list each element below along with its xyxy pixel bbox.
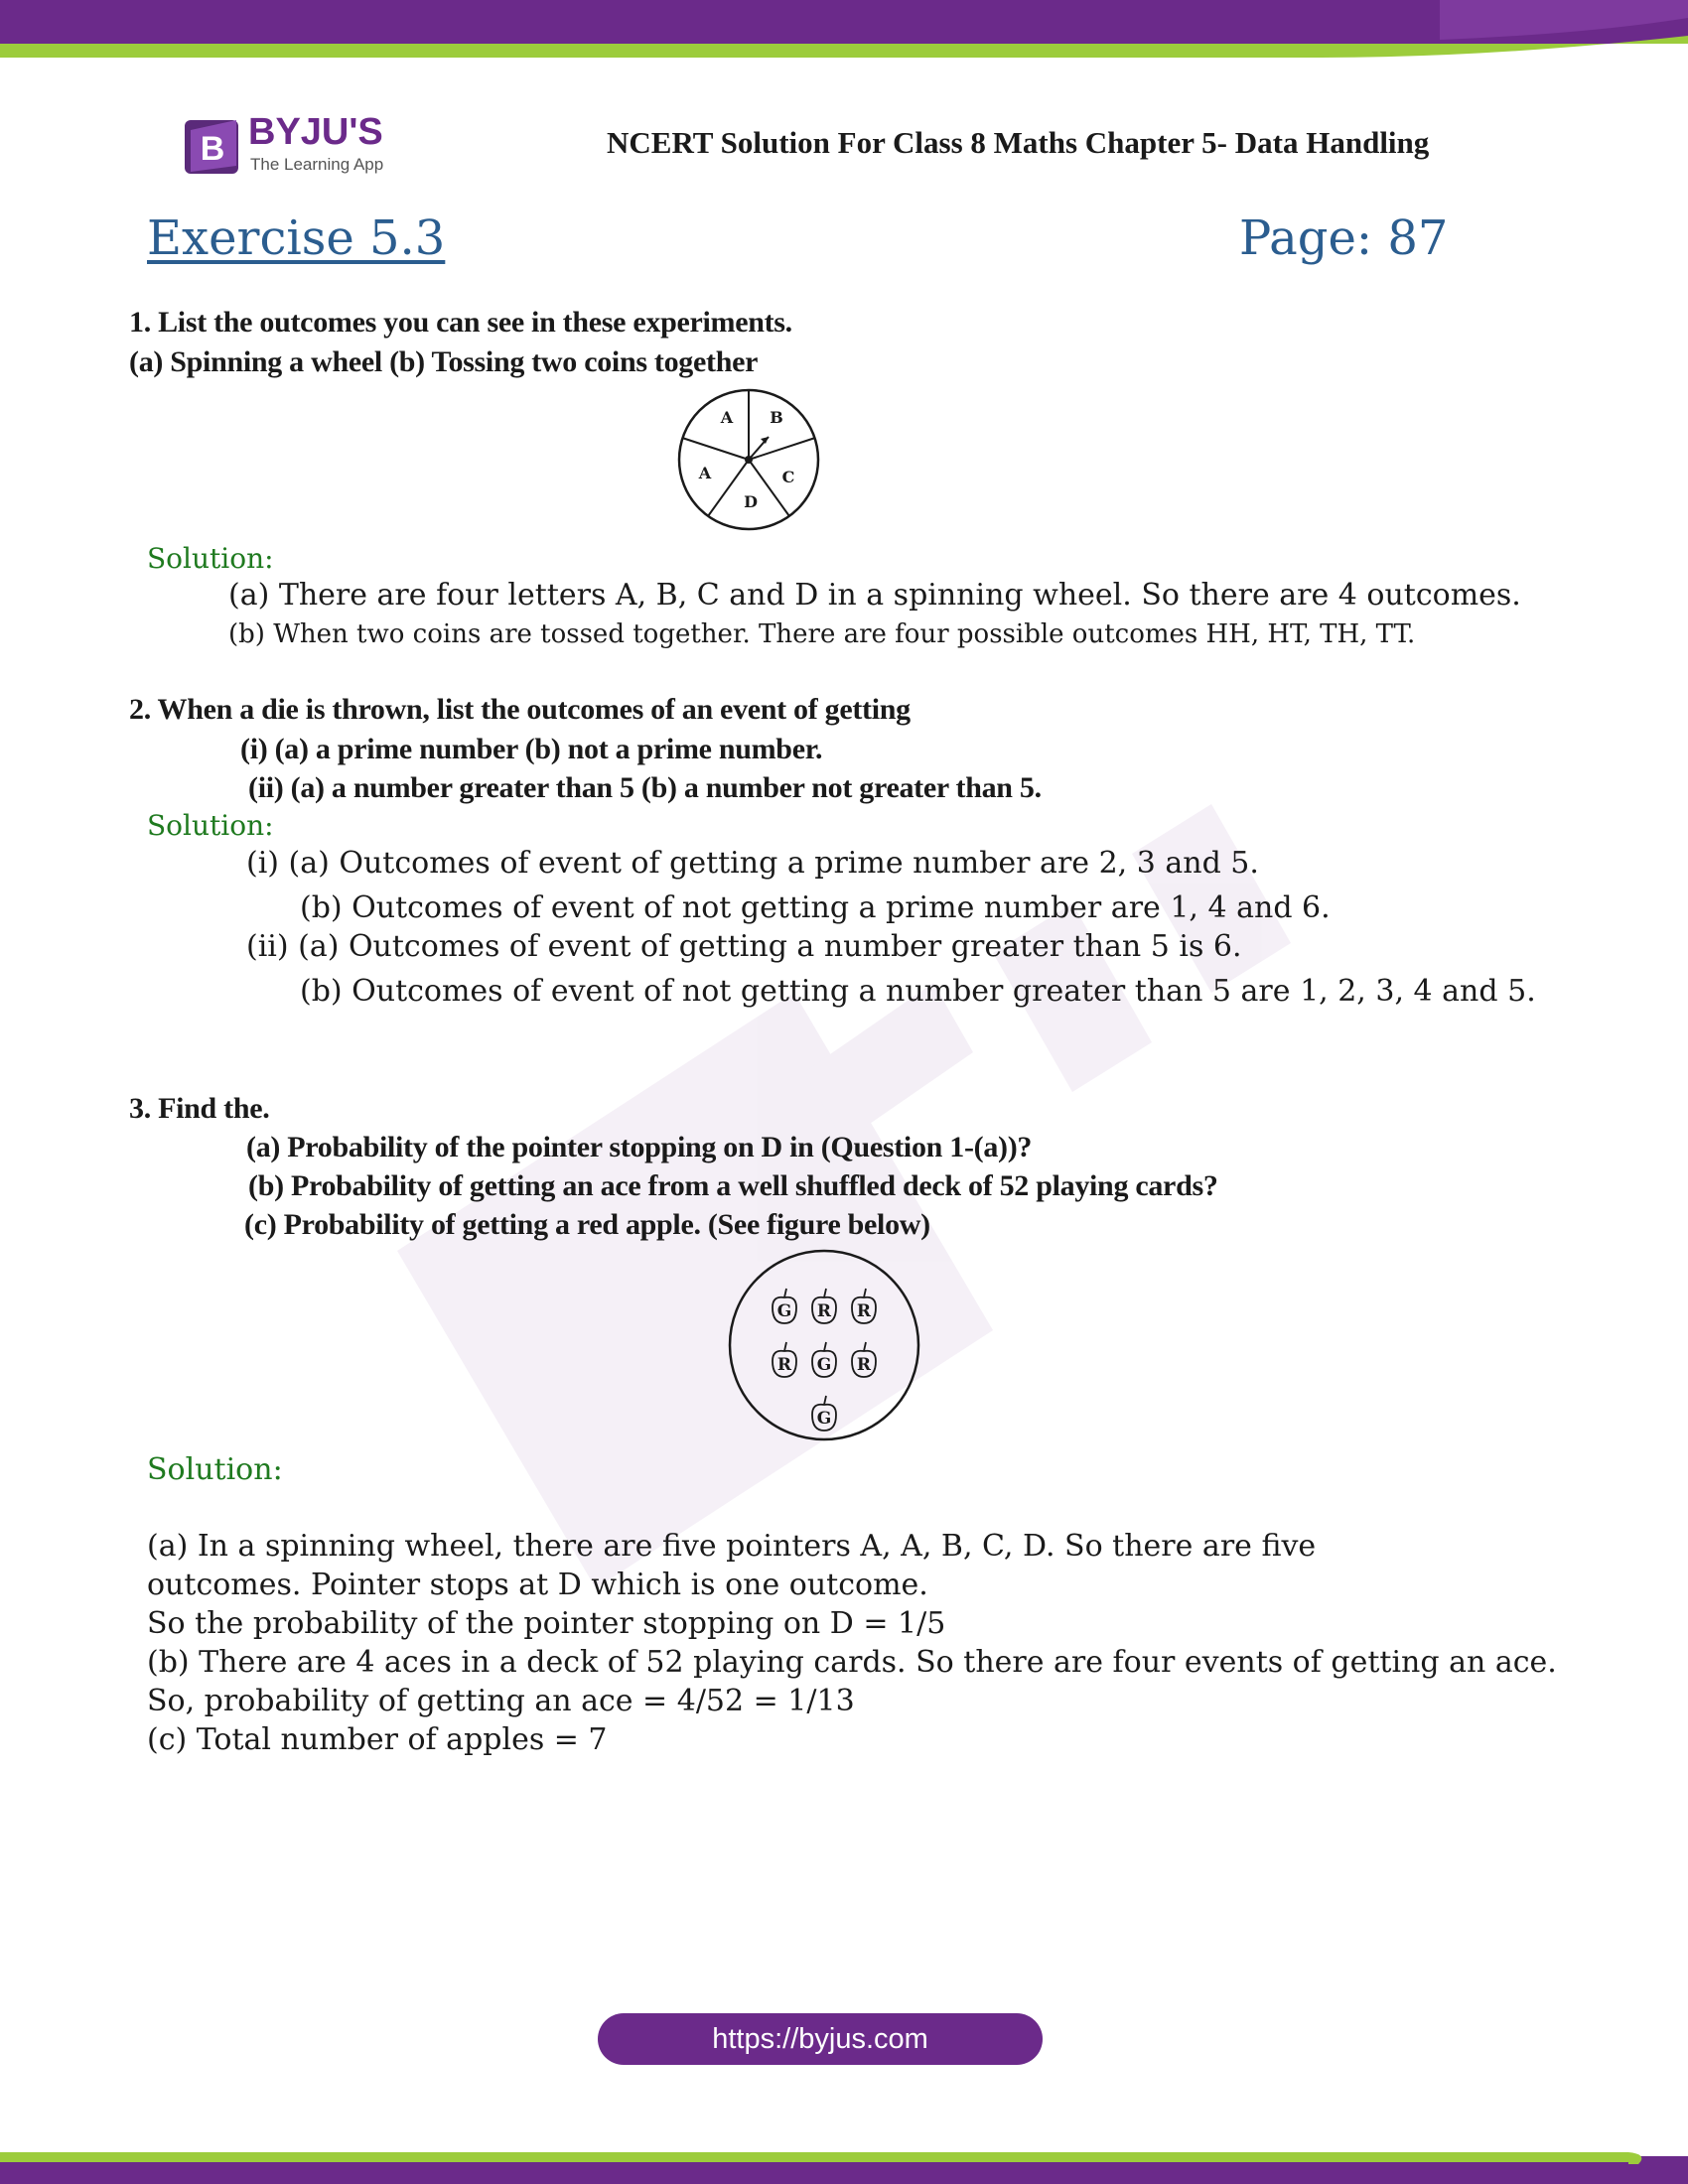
apple-label: G — [816, 1355, 832, 1375]
logo-mark-letter: B — [200, 130, 225, 168]
question-3-text: 3. Find the. — [129, 1092, 270, 1125]
solution-1-b: (b) When two coins are tossed together. There are four possible outcomes HH, HT, TH, TT. — [228, 619, 1416, 649]
question-3-part-c: (c) Probability of getting a red apple. (See figure below) — [244, 1208, 930, 1241]
solution-label-3: Solution: — [147, 1452, 283, 1487]
solution-3-line-6: (c) Total number of apples = 7 — [147, 1722, 608, 1757]
bottom-footer-band — [0, 2152, 1688, 2184]
solution-3-line-4: (b) There are 4 aces in a deck of 52 playing cards. So there are four events of getting an ace. — [147, 1645, 1557, 1680]
apple-label: R — [816, 1301, 832, 1321]
solution-2-i-b: (b) Outcomes of event of not getting a prime number are 1, 4 and 6. — [300, 890, 1331, 925]
top-header-band — [0, 0, 1688, 60]
apple-label: G — [816, 1409, 832, 1429]
solution-2-ii-b: (b) Outcomes of event of not getting a number greater than 5 are 1, 2, 3, 4 and 5. — [300, 974, 1536, 1009]
wheel-label-a-top: A — [720, 408, 734, 427]
question-1-text: 1. List the outcomes you can see in these experiments. — [129, 306, 792, 339]
apple-label: R — [856, 1355, 872, 1375]
website-link-button[interactable]: https://byjus.com — [598, 2013, 1043, 2065]
solution-3-line-3: So the probability of the pointer stopping on D = 1/5 — [147, 1606, 946, 1641]
question-2-part-i: (i) (a) a prime number (b) not a prime number. — [240, 733, 823, 765]
apple-basket-figure — [725, 1246, 923, 1444]
question-3-part-a: (a) Probability of the pointer stopping on D in (Question 1-(a))? — [246, 1131, 1033, 1163]
wheel-label-b: B — [770, 408, 783, 427]
question-2-text: 2. When a die is thrown, list the outcomes of an event of getting — [129, 693, 911, 726]
document-title: NCERT Solution For Class 8 Maths Chapter 5- Data Handling — [607, 125, 1430, 160]
wheel-label-c: C — [781, 468, 795, 486]
solution-3-line-2: outcomes. Pointer stops at D which is one outcome. — [147, 1568, 928, 1602]
solution-2-i-a: (i) (a) Outcomes of event of getting a prime number are 2, 3 and 5. — [246, 846, 1259, 881]
exercise-title: Exercise 5.3 — [147, 210, 446, 266]
solution-1-a: (a) There are four letters A, B, C and D in a spinning wheel. So there are 4 outcomes. — [228, 578, 1521, 613]
apple-label: R — [856, 1301, 872, 1321]
logo-tagline: The Learning App — [250, 155, 384, 174]
apple-label: G — [776, 1301, 792, 1321]
question-2-part-ii: (ii) (a) a number greater than 5 (b) a number not greater than 5. — [248, 771, 1042, 804]
apple-label: R — [776, 1355, 792, 1375]
page-number: Page: 87 — [1239, 210, 1449, 266]
wheel-label-a-left: A — [698, 464, 712, 482]
logo-wordmark: BYJU'S — [248, 111, 383, 153]
solution-3-line-1: (a) In a spinning wheel, there are five pointers A, A, B, C, D. So there are five — [147, 1529, 1317, 1564]
solution-2-ii-a: (ii) (a) Outcomes of event of getting a number greater than 5 is 6. — [246, 929, 1242, 964]
question-3-part-b: (b) Probability of getting an ace from a well shuffled deck of 52 playing cards? — [248, 1169, 1218, 1202]
spinning-wheel-figure — [665, 382, 834, 531]
byjus-logo-icon — [183, 116, 242, 176]
wheel-label-d: D — [744, 492, 758, 511]
solution-3-line-5: So, probability of getting an ace = 4/52 = 1/13 — [147, 1684, 855, 1718]
solution-label-2: Solution: — [147, 809, 274, 842]
solution-label-1: Solution: — [147, 542, 274, 575]
question-1-parts: (a) Spinning a wheel (b) Tossing two coins together — [129, 345, 759, 378]
